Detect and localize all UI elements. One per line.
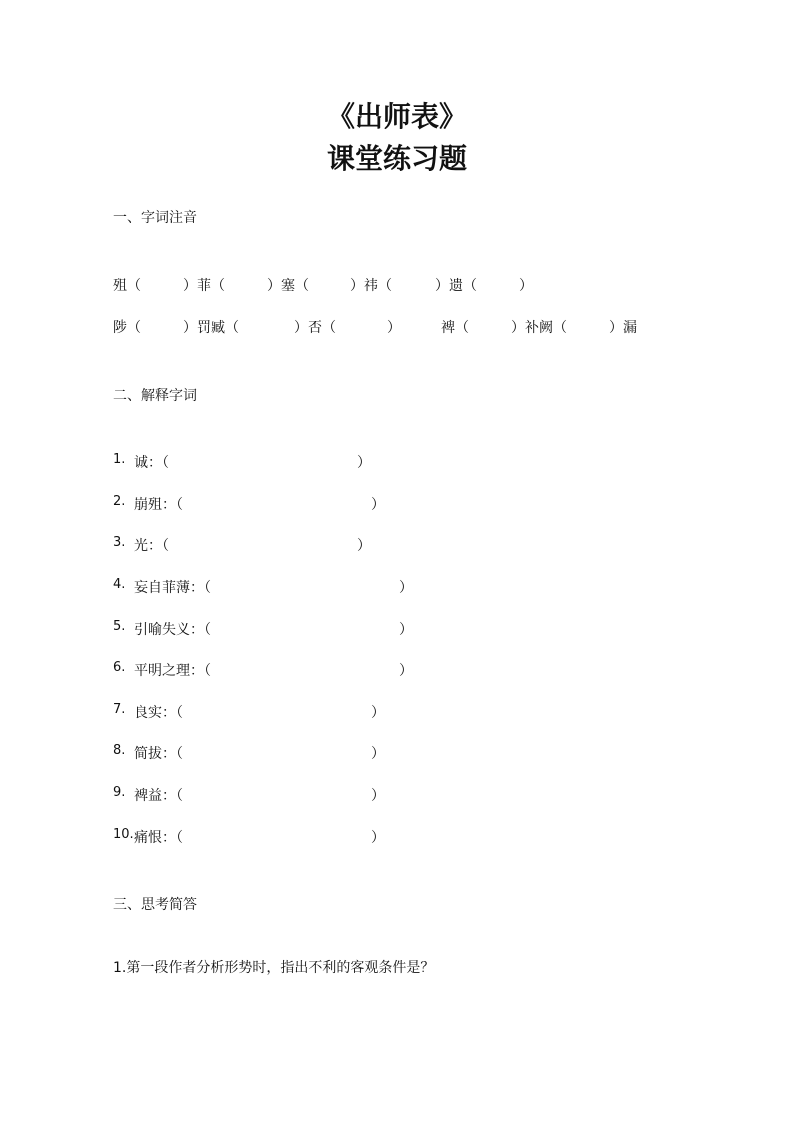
close-paren: ） [371,746,385,762]
item-number: 7. [113,702,126,717]
definition-term: 诚：（ [134,455,169,471]
item-number: 8. [113,743,126,758]
section-heading-questions: 三、思考简答 [113,897,197,913]
pinyin-item: ） [519,278,533,294]
title-line-1: 《出师表》 [326,100,467,133]
pinyin-item: ）补阙（ [511,320,567,336]
definition-term: 光：（ [134,538,169,554]
definition-term: 良实：（ [134,705,183,721]
section-heading-pinyin: 一、字词注音 [113,210,197,226]
pinyin-item: ）菲（ [183,278,225,294]
item-number: 10. [113,827,134,842]
close-paren: ） [371,705,385,721]
section-heading-definitions: 二、解释字词 [113,388,197,404]
pinyin-item: ） [387,320,401,336]
item-number: 5. [113,619,126,634]
close-paren: ） [399,663,413,679]
close-paren: ） [399,580,413,596]
close-paren: ） [371,497,385,513]
close-paren: ） [357,455,371,471]
definition-term: 妄自菲薄：（ [134,580,211,596]
pinyin-item: 殂（ [113,278,141,294]
close-paren: ） [399,622,413,638]
item-number: 6. [113,660,126,675]
pinyin-item: ）漏 [609,320,637,336]
item-number: 2. [113,494,126,509]
item-number: 4. [113,577,126,592]
definition-term: 简拔：（ [134,746,183,762]
definition-term: 崩殂：（ [134,497,183,513]
definition-term: 裨益：（ [134,788,183,804]
pinyin-item: 裨（ [441,320,469,336]
pinyin-item: ）遗（ [435,278,477,294]
item-number: 9. [113,785,126,800]
pinyin-item: ）祎（ [350,278,392,294]
definition-term: 引喻失义：（ [134,622,211,638]
pinyin-item: ）否（ [294,320,336,336]
item-number: 1. [113,452,126,467]
item-number: 3. [113,535,126,550]
title-line-2: 课堂练习题 [326,142,467,175]
close-paren: ） [357,538,371,554]
pinyin-item: ）塞（ [267,278,309,294]
question-1: 1.第一段作者分析形势时，指出不利的客观条件是？ [113,960,435,976]
pinyin-item: 陟（ [113,320,141,336]
pinyin-item: ）罚臧（ [183,320,239,336]
definition-term: 痛恨：（ [134,830,183,846]
definition-term: 平明之理：（ [134,663,211,679]
close-paren: ） [371,788,385,804]
close-paren: ） [371,830,385,846]
